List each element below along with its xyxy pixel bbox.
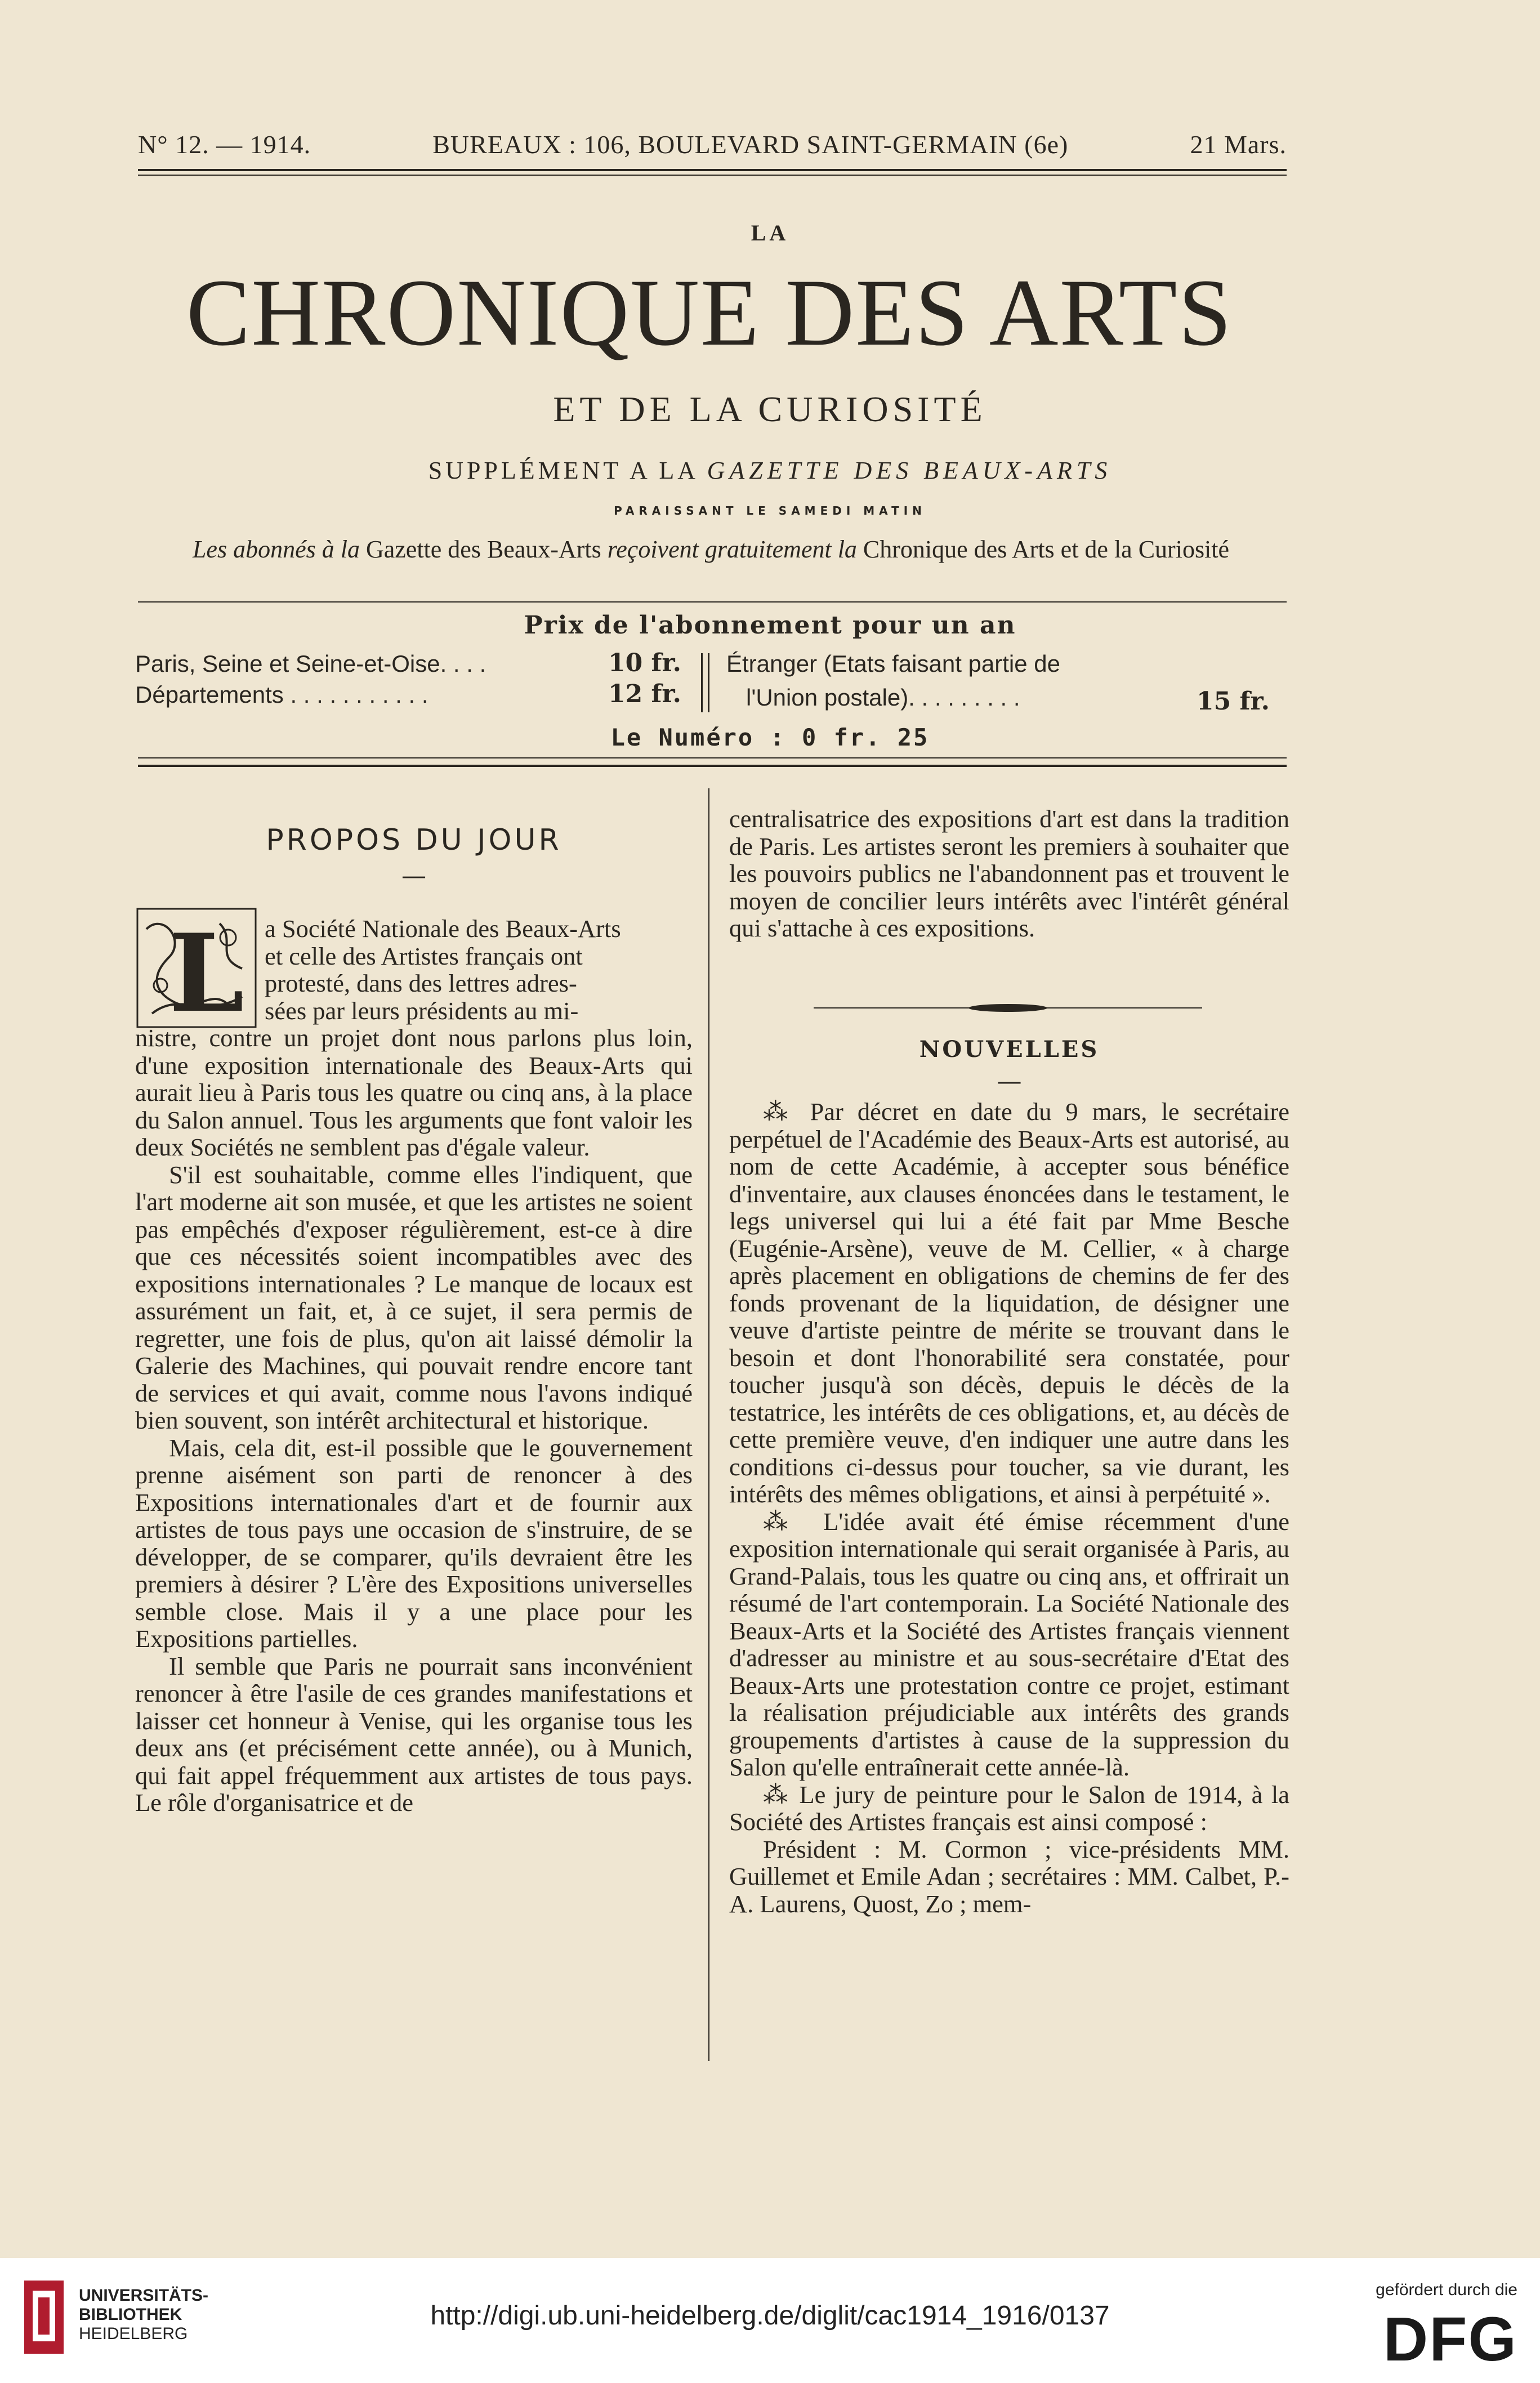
masthead-title: CHRONIQUE DES ARTS: [186, 260, 1233, 365]
ornamental-separator: [814, 999, 1202, 1016]
header-rule-thick: [138, 169, 1287, 171]
publication-schedule: PARAISSANT LE SAMEDI MATIN: [614, 504, 926, 517]
paragraph: S'il est souhaitable, comme elles l'indiquent, que l'art moderne ait son musée, et que les artistes ne soient pas empêchés d'exposer régulièrement, est-ce à dire que ces nécessités soient incompatibles avec des expositions internationales ? Le manque de locaux est assurément un fait, et, à ce sujet, il sera permis de regretter, une fois de plus, qu'on ait laissé démolir la Galerie des Machines, qui pouvait rendre encore tant de services et qui avait, comme nous l'avons indiqué bien souvent, son intérêt architectural et historique.: [135, 1160, 693, 1434]
subscription-rule-bottom-1: [138, 757, 1287, 758]
subscription-rule-bottom-2: [138, 765, 1287, 767]
paragraph: Mais, cela dit, est-il possible que le gouvernement prenne aisément son parti de renoncer à des Expositions internationales d'art et de fournir aux artistes de tous pays une occasion de s'instruire, de se développer, de se comparer, qu'ils devraient être les premiers à désirer ? L'ère des Expositions universelles semble close. Mais il y a une place pour les Expositions partielles.: [135, 1433, 693, 1653]
paragraph: Il semble que Paris ne pourrait sans inconvénient renoncer à être l'asile de ces grandes manifestations et laisser cet honneur à Venise, qui les organise tous les deux ans (et précisément cette année), ou à Munich, qui fait appel fréquemment aux artistes de tous pays. Le rôle d'organisatrice et de: [135, 1652, 693, 1817]
editorial-continuation: [729, 805, 1289, 942]
institution-line: BIBLIOTHEK: [79, 2305, 182, 2324]
subscriber-note-part2: Gazette des Beaux-Arts: [365, 535, 601, 563]
paragraph: centralisatrice des expositions d'art est dans la tradition de Paris. Les artistes seront les premiers à souhaiter que les pouvoirs publics ne l'abandonnent pas et trouvent le moyen de concilier leurs intérêts avec l'intérêt général qui s'attache à ces expositions.: [729, 805, 1289, 942]
subscription-title: Prix de l'abonnement pour un an: [524, 611, 1016, 640]
text-line: et celle des Artistes français ont: [265, 941, 583, 970]
news-item: ⁂ L'idée avait été émise récemment d'une exposition internationale qui serait organisée à Paris, au Grand-Palais, tous les quatre ou cinq ans, et offrirait un résumé de l'art contemporain. La Société Nationale des Beaux-Arts et la Société des Artistes français viennent d'adresser au ministre et au sous-secrétaire d'Etat des Beaux-Arts une protestation contre ce projet, estimant la réalisation préjudiciable aux intérêts des grands groupements d'artistes à cause de la suppression du Salon qu'elle entraînerait cette année-là.: [729, 1507, 1289, 1781]
issue-header: [138, 130, 1287, 159]
issue-number: N° 12. — 1914.: [138, 130, 311, 159]
column-divider: [708, 788, 709, 2061]
supplement-prefix: SUPPLÉMENT A LA: [428, 457, 698, 484]
permalink-url[interactable]: http://digi.ub.uni-heidelberg.de/diglit/cac1914_1916/0137: [430, 2301, 1110, 2331]
news-section-title: NOUVELLES: [919, 1036, 1100, 1063]
news-item: ⁂ Par décret en date du 9 mars, le secrétaire perpétuel de l'Académie des Beaux-Arts est autorisé, au nom de cette Académie, à accepter sous bénéfice d'inventaire, aux clauses énoncées dans le testament, le legs universel qui lui a été fait par Mme Besche (Eugénie-Arsène), veuve de M. Cellier, « à charge après placement en obligations de chemins de fer des fonds provenant de la liquidation, de désigner une veuve d'artiste peintre de mérite se trouvant dans le besoin et dont l'honorabilité sera constatée, pour toucher jusqu'à son décès, depuis le décès de la testatrice, les intérêts de ces obligations, et, au décès de cette première veuve, d'en indiquer une autre dans les conditions ci-dessus pour toucher, sa vie durant, les intérêts des mêmes obligations, et ainsi à perpétuité ».: [729, 1097, 1289, 1508]
news-item: ⁂ Le jury de peinture pour le Salon de 1914, à la Société des Artistes français est ainsi composé :: [729, 1780, 1289, 1836]
tariff-etranger-price: 15 fr.: [1197, 687, 1270, 716]
tariff-etranger-label: Étranger (Etats faisant partie de: [726, 650, 1060, 677]
funding-note: gefördert durch die: [1376, 2281, 1517, 2299]
tariff-paris-label: Paris, Seine et Seine-et-Oise. . . .: [135, 650, 486, 677]
tariff-departements-price: 12 fr.: [608, 680, 681, 708]
text-line: sées par leurs présidents au mi-: [265, 996, 579, 1025]
supplement-line: [0, 456, 1540, 485]
ornamental-dropcap-L: [135, 907, 258, 1029]
news-title-dash: —: [997, 1067, 1022, 1096]
editorial-title-dash: —: [401, 862, 426, 890]
office-address: BUREAUX : 106, BOULEVARD SAINT-GERMAIN (6e): [432, 130, 1069, 159]
tariff-etranger-label-2: l'Union postale). . . . . . . . .: [746, 684, 1020, 711]
editorial-first-lines: [265, 915, 693, 1024]
masthead-subtitle: ET DE LA CURIOSITÉ: [553, 389, 987, 429]
header-rule-thin: [138, 175, 1287, 176]
news-item: Président : M. Cormon ; vice-présidents MM. Guillemet et Emile Adan ; secrétaires : MM. Calbet, P.-A. Laurens, Quost, Zo ; mem-: [729, 1835, 1289, 1918]
masthead-article: LA: [751, 220, 789, 246]
subscription-rule-top: [138, 601, 1287, 603]
tariff-divider-left: [701, 653, 703, 712]
editorial-body: [135, 1024, 693, 1817]
tariff-divider-right: [708, 653, 709, 712]
subscriber-note-part1: Les abonnés à la: [192, 535, 360, 563]
subscriber-note: [135, 535, 1287, 564]
text-line: protesté, dans des lettres adres-: [265, 969, 577, 997]
svg-text:L: L: [169, 911, 244, 1029]
tariff-departements-label: Départements . . . . . . . . . . .: [135, 681, 428, 708]
text-line: a Société Nationale des Beaux-Arts: [265, 914, 621, 943]
editorial-title: PROPOS DU JOUR: [266, 823, 562, 857]
single-issue-price: Le Numéro : 0 fr. 25: [610, 724, 930, 751]
paragraph: nistre, contre un projet dont nous parlons plus loin, d'une exposition internationale des Beaux-Arts qui aurait lieu à Paris tous les quatre ou cinq ans, à la place du Salon annuel. Tous les arguments que font valoir les deux Sociétés ne semblent pas d'égale valeur.: [135, 1024, 693, 1161]
tariff-paris-price: 10 fr.: [608, 649, 681, 677]
institution-line: HEIDELBERG: [79, 2324, 188, 2343]
subscriber-note-part3: reçoivent gratuitement la: [607, 535, 857, 563]
supplement-journal: GAZETTE DES BEAUX-ARTS: [707, 457, 1112, 484]
issue-date: 21 Mars.: [1190, 130, 1287, 159]
subscriber-note-part4: Chronique des Arts et de la Curiosité: [863, 535, 1230, 563]
news-body: [729, 1098, 1289, 1917]
institution-line: UNIVERSITÄTS-: [79, 2286, 209, 2305]
dfg-logo: DFG: [1383, 2305, 1517, 2374]
